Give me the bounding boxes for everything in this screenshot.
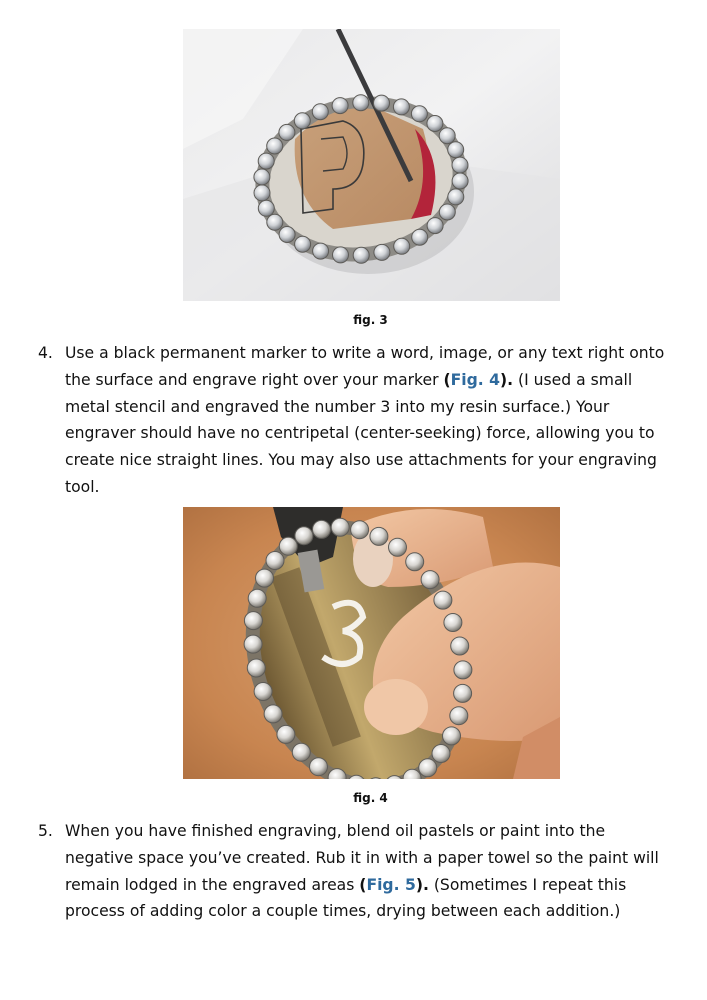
rhinestone xyxy=(427,218,443,234)
figure-4-caption: fig. 4 xyxy=(353,791,388,805)
rhinestone xyxy=(412,229,428,245)
rhinestone xyxy=(279,124,295,140)
ref-close: ). xyxy=(415,875,429,894)
rhinestone xyxy=(313,520,331,538)
rhinestone xyxy=(279,227,295,243)
rhinestone xyxy=(393,99,409,115)
rhinestone xyxy=(450,707,468,725)
rhinestone xyxy=(444,614,462,632)
step-number: 4. xyxy=(38,344,53,362)
rhinestone xyxy=(406,553,424,571)
rhinestone xyxy=(421,571,439,589)
ref-open: ( xyxy=(359,875,367,894)
figure-reference xyxy=(444,371,514,389)
rhinestone xyxy=(419,759,437,777)
rhinestone xyxy=(292,743,310,761)
figure-4-photo xyxy=(183,507,560,779)
step-text xyxy=(65,340,678,501)
rhinestone xyxy=(258,153,274,169)
step-text xyxy=(65,818,678,925)
rhinestone xyxy=(244,612,262,630)
rhinestone xyxy=(312,104,328,120)
rhinestone xyxy=(244,635,262,653)
rhinestone xyxy=(370,527,388,545)
rhinestone xyxy=(451,637,469,655)
rhinestone xyxy=(353,247,369,263)
rhinestone xyxy=(374,95,390,111)
rhinestone xyxy=(394,238,410,254)
figure-reference xyxy=(359,876,429,894)
rhinestone xyxy=(374,244,390,260)
rhinestone xyxy=(258,200,274,216)
ref-close: ). xyxy=(500,370,514,389)
rhinestone xyxy=(427,116,443,132)
rhinestone xyxy=(443,727,461,745)
rhinestone xyxy=(267,138,283,154)
figure-4-image xyxy=(183,507,560,779)
rhinestone xyxy=(266,552,284,570)
rhinestone xyxy=(454,661,472,679)
figure-3-photo xyxy=(183,29,560,301)
rhinestone xyxy=(452,173,468,189)
rhinestone xyxy=(331,518,349,536)
step-text-after: (I used a small metal stencil and engraved the number 3 into my resin surface.) Your engraver should have no centripetal (center-seeking) force, allowing you to create nice straight lines. You may also use attachments for your engraving tool. xyxy=(65,370,657,496)
rhinestone xyxy=(439,204,455,220)
rhinestone xyxy=(254,683,272,701)
rhinestone xyxy=(256,569,274,587)
rhinestone xyxy=(389,538,407,556)
rhinestone xyxy=(295,527,313,545)
rhinestone xyxy=(452,157,468,173)
rhinestone xyxy=(411,106,427,122)
rhinestone xyxy=(448,189,464,205)
step-text-after: (Sometimes I repeat this process of adding color a couple times, drying between each addition.) xyxy=(65,875,627,921)
rhinestone xyxy=(267,214,283,230)
rhinestone xyxy=(248,589,266,607)
rhinestone xyxy=(448,142,464,158)
step-text-before: Use a black permanent marker to write a word, image, or any text right onto the surface and engrave right over your marker xyxy=(65,344,665,389)
step-number: 5. xyxy=(38,822,53,840)
rhinestone xyxy=(313,243,329,259)
fig-5-link[interactable]: Fig. 5 xyxy=(366,875,416,894)
rhinestone xyxy=(332,98,348,114)
rhinestone xyxy=(264,705,282,723)
rhinestone xyxy=(279,537,297,555)
rhinestone xyxy=(254,185,270,201)
rhinestone xyxy=(295,236,311,252)
figure-3-caption: fig. 3 xyxy=(353,313,388,327)
rhinestone xyxy=(294,113,310,129)
rhinestone xyxy=(454,684,472,702)
figure-3-image xyxy=(183,29,560,301)
rhinestone xyxy=(434,591,452,609)
rhinestone xyxy=(432,745,450,763)
rhinestone xyxy=(439,128,455,144)
fig-4-link[interactable]: Fig. 4 xyxy=(450,370,501,389)
rhinestone xyxy=(277,725,295,743)
ref-open: ( xyxy=(443,370,451,389)
step-4 xyxy=(38,340,678,501)
step-5 xyxy=(38,818,678,925)
rhinestone xyxy=(310,758,328,776)
rhinestone xyxy=(351,521,369,539)
rhinestone xyxy=(353,95,369,111)
rhinestone xyxy=(247,659,265,677)
rhinestone xyxy=(254,169,270,185)
rhinestone xyxy=(333,247,349,263)
step-text-before: When you have finished engraving, blend oil pastels or paint into the negative space you’ve created. Rub it in with a paper towel so the paint will remain lodged in the engraved areas xyxy=(65,822,659,894)
